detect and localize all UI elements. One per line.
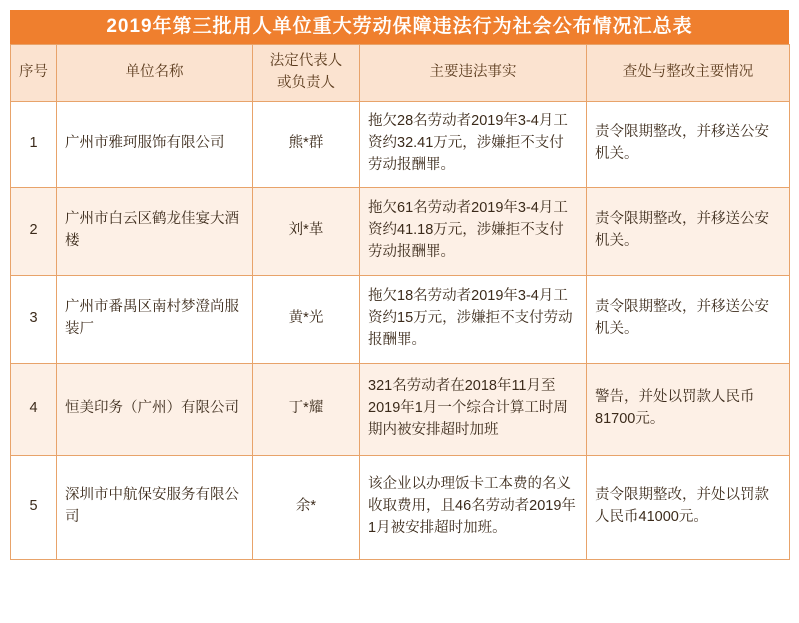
cell-representative: 黄*光 bbox=[253, 275, 360, 363]
cell-unit-name: 深圳市中航保安服务有限公司 bbox=[57, 455, 253, 559]
cell-facts: 该企业以办理饭卡工本费的名义收取费用，且46名劳动者2019年1月被安排超时加班。 bbox=[360, 455, 587, 559]
cell-handling: 责令限期整改，并处以罚款人民币41000元。 bbox=[587, 455, 790, 559]
table-row bbox=[11, 187, 790, 275]
cell-facts: 拖欠18名劳动者2019年3-4月工资约15万元，涉嫌拒不支付劳动报酬罪。 bbox=[360, 275, 587, 363]
table-row bbox=[11, 363, 790, 455]
cell-representative: 熊*群 bbox=[253, 101, 360, 187]
cell-index: 2 bbox=[11, 187, 57, 275]
cell-index: 4 bbox=[11, 363, 57, 455]
cell-unit-name: 广州市番禺区南村梦澄尚服装厂 bbox=[57, 275, 253, 363]
table-row bbox=[11, 455, 790, 559]
cell-handling: 责令限期整改，并移送公安机关。 bbox=[587, 187, 790, 275]
column-header-index: 序号 bbox=[11, 45, 57, 102]
cell-representative: 丁*耀 bbox=[253, 363, 360, 455]
column-header-facts: 主要违法事实 bbox=[360, 45, 587, 102]
table-header bbox=[11, 45, 790, 102]
table-header-row bbox=[11, 45, 790, 102]
table-body bbox=[11, 101, 790, 559]
cell-facts: 321名劳动者在2018年11月至2019年1月一个综合计算工时周期内被安排超时加班 bbox=[360, 363, 587, 455]
cell-unit-name: 广州市雅珂服饰有限公司 bbox=[57, 101, 253, 187]
cell-unit-name: 恒美印务（广州）有限公司 bbox=[57, 363, 253, 455]
cell-representative: 刘*革 bbox=[253, 187, 360, 275]
cell-index: 3 bbox=[11, 275, 57, 363]
cell-handling: 责令限期整改，并移送公安机关。 bbox=[587, 275, 790, 363]
cell-representative: 余* bbox=[253, 455, 360, 559]
column-header-handling: 查处与整改主要情况 bbox=[587, 45, 790, 102]
cell-handling: 警告，并处以罚款人民币81700元。 bbox=[587, 363, 790, 455]
violations-table bbox=[10, 44, 790, 560]
cell-unit-name: 广州市白云区鹤龙佳宴大酒楼 bbox=[57, 187, 253, 275]
cell-facts: 拖欠28名劳动者2019年3-4月工资约32.41万元，涉嫌拒不支付劳动报酬罪。 bbox=[360, 101, 587, 187]
cell-handling: 责令限期整改，并移送公安机关。 bbox=[587, 101, 790, 187]
column-header-unit-name: 单位名称 bbox=[57, 45, 253, 102]
column-header-representative bbox=[253, 45, 360, 102]
cell-index: 1 bbox=[11, 101, 57, 187]
cell-index: 5 bbox=[11, 455, 57, 559]
page-title: 2019年第三批用人单位重大劳动保障违法行为社会公布情况汇总表 bbox=[10, 10, 789, 44]
column-header-representative-line1: 法定代表人 bbox=[269, 53, 343, 69]
table-row bbox=[11, 275, 790, 363]
table-row bbox=[11, 101, 790, 187]
cell-facts: 拖欠61名劳动者2019年3-4月工资约41.18万元，涉嫌拒不支付劳动报酬罪。 bbox=[360, 187, 587, 275]
column-header-representative-line2: 或负责人 bbox=[277, 74, 335, 91]
